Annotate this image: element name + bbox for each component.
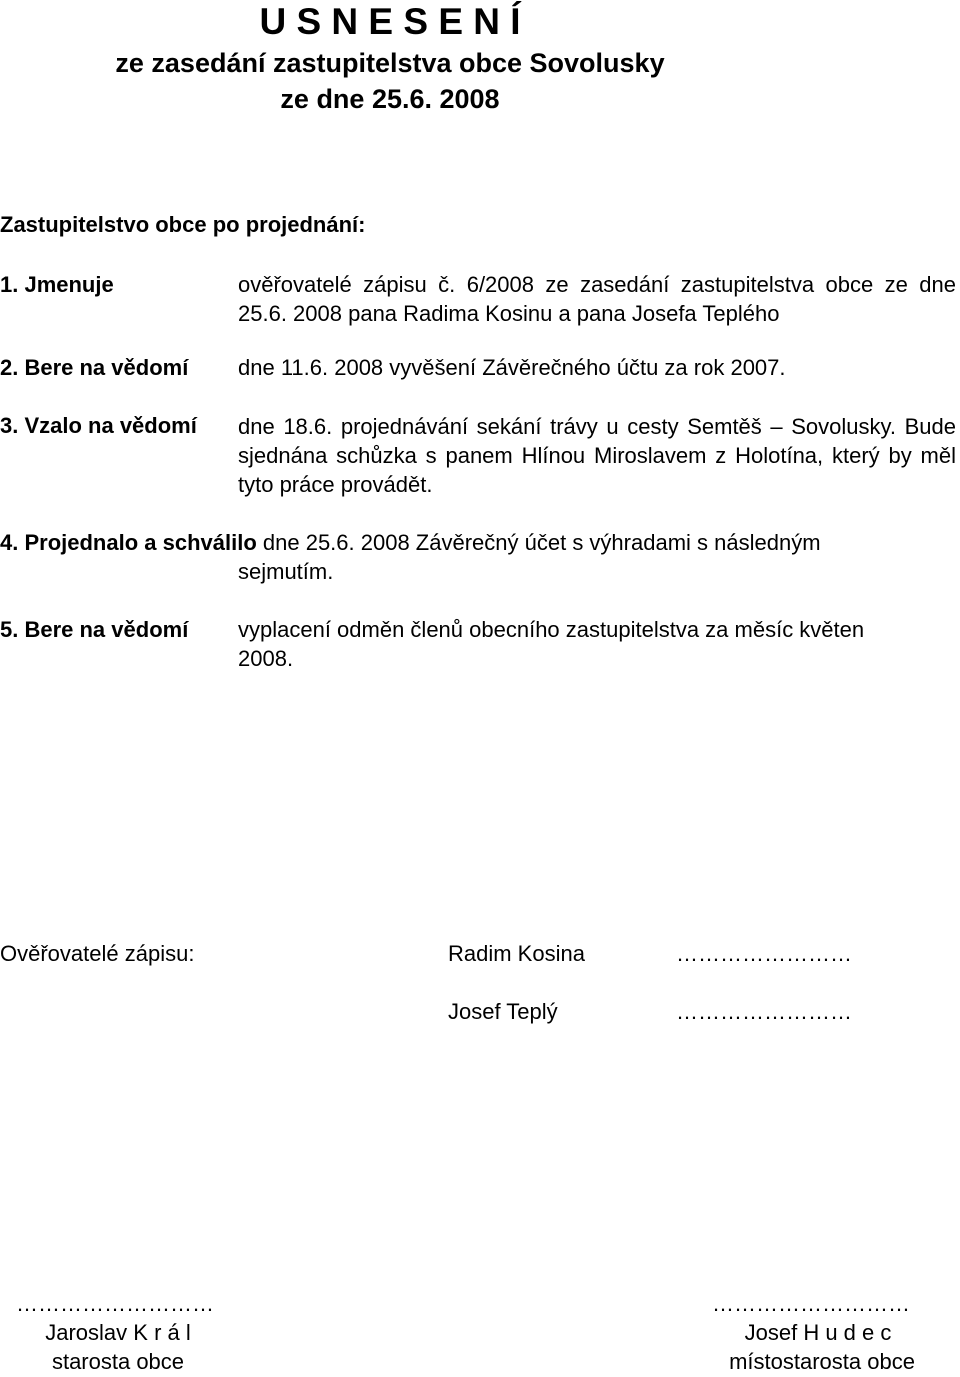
verifiers-label: Ověřovatelé zápisu: <box>0 941 195 966</box>
document-title: U S N E S E N Í <box>259 1 521 42</box>
document-subtitle: ze zasedání zastupitelstva obce Sovolusky <box>115 48 665 78</box>
verifier-1-signature-line: …………………… <box>676 941 852 966</box>
item-4-label: 4. Projednalo a schválilo <box>0 530 257 555</box>
deputy-mayor-name: Josef H u d e c <box>744 1320 892 1345</box>
verifier-2-signature-line: …………………… <box>676 999 852 1024</box>
item-2-label: 2. Bere na vědomí <box>0 355 189 380</box>
deputy-mayor-signature-line: ……………………… <box>712 1291 910 1316</box>
item-4-text: dne 25.6. 2008 Závěrečný účet s výhradami s následným <box>262 530 821 555</box>
item-1-label: 1. Jmenuje <box>0 272 114 297</box>
item-3-label: 3. Vzalo na vědomí <box>0 413 197 438</box>
item-4-text-continued: sejmutím. <box>238 559 334 584</box>
item-5-text: vyplacení odměn členů obecního zastupitelstva za měsíc květen 2008. <box>238 617 865 671</box>
deputy-mayor-role: místostarosta obce <box>729 1349 915 1374</box>
mayor-name: Jaroslav K r á l <box>45 1320 191 1345</box>
mayor-signature-line: ……………………… <box>16 1291 214 1316</box>
intro-heading: Zastupitelstvo obce po projednání: <box>0 212 366 237</box>
document-date: ze dne 25.6. 2008 <box>280 84 500 114</box>
item-2-text: dne 11.6. 2008 vyvěšení Závěrečného účtu za rok 2007. <box>238 355 786 380</box>
item-1-text: ověřovatelé zápisu č. 6/2008 ze zasedání zastupitelstva obce ze dne 25.6. 2008 pana Radima Kosinu a pana Josefa Teplého <box>238 272 956 326</box>
item-5-label: 5. Bere na vědomí <box>0 617 189 642</box>
mayor-role: starosta obce <box>51 1349 185 1374</box>
item-3-text: dne 18.6. projednávání sekání trávy u cesty Semtěš – Sovolusky. Bude sjednána schůzka s panem Hlínou Miroslavem z Holotína, který by měl tyto práce provádět. <box>238 414 956 497</box>
item-4-line <box>0 528 821 558</box>
verifier-2-name: Josef Teplý <box>448 999 558 1024</box>
verifier-1-name: Radim Kosina <box>448 941 585 966</box>
